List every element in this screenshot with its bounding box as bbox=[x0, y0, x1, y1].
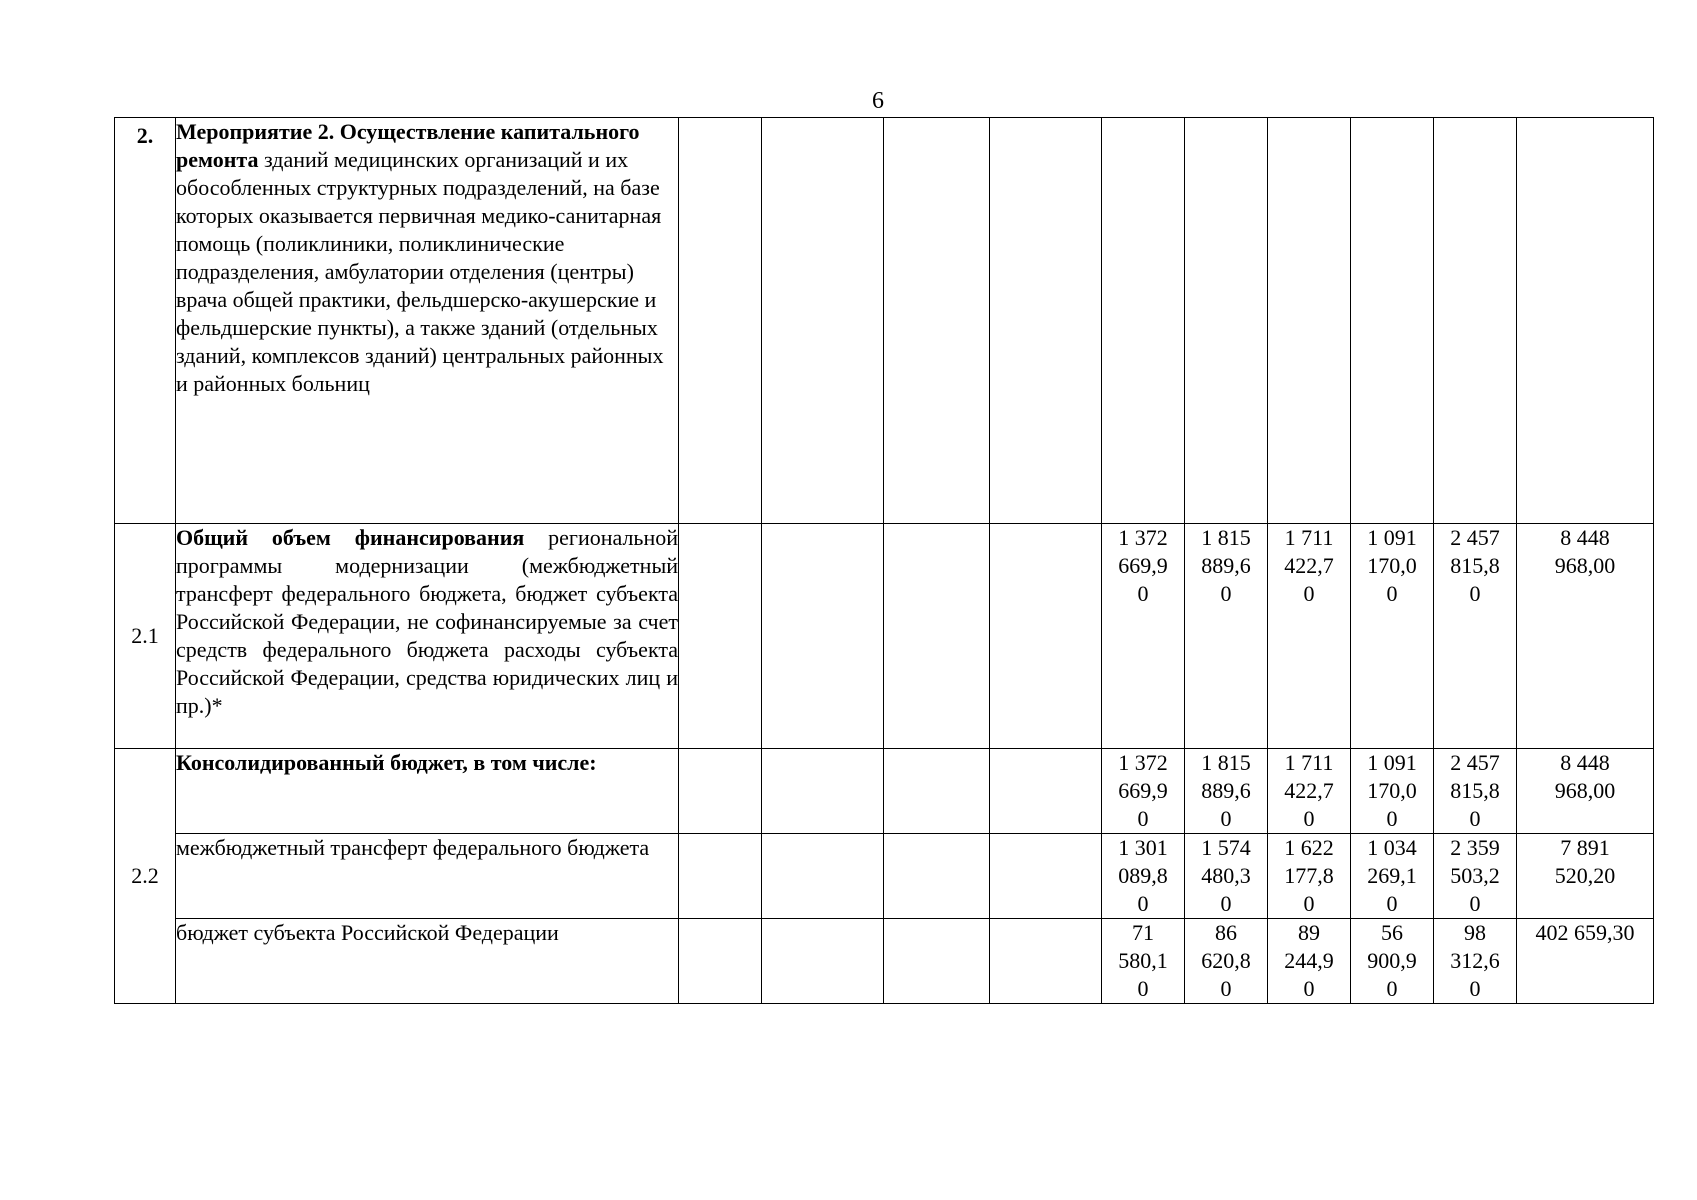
value-line: 422,7 bbox=[1284, 778, 1334, 803]
value-cell bbox=[1434, 749, 1517, 834]
empty-cell bbox=[884, 749, 990, 834]
page-number: 6 bbox=[872, 88, 884, 114]
value-cell bbox=[1434, 834, 1517, 919]
description-text: зданий медицинских организаций и их обособленных структурных подразделений, на базе которых оказывается первичная медико-санитарная помощь (поликлиники, поликлинические подразделения, амбулатории отделения (центры) врача общей практики, фельдшерско-акушерские и фельдшерские пункты), а также зданий (отдельных зданий, комплексов зданий) центральных районных и районных больниц bbox=[176, 147, 664, 396]
empty-cell bbox=[679, 919, 762, 1004]
description-bold: Общий объем финансирования bbox=[176, 525, 525, 550]
value-line: 0 bbox=[1469, 581, 1481, 606]
value-line: 86 bbox=[1215, 920, 1237, 945]
value-line: 8 448 bbox=[1560, 750, 1610, 775]
value-line: 170,0 bbox=[1367, 778, 1417, 803]
value-line: 669,9 bbox=[1118, 778, 1168, 803]
value-line: 2 359 bbox=[1450, 835, 1500, 860]
value-line: 520,20 bbox=[1554, 863, 1616, 888]
value-line: 089,8 bbox=[1118, 863, 1168, 888]
value-line: 2 457 bbox=[1450, 750, 1500, 775]
value-line: 503,2 bbox=[1450, 863, 1500, 888]
empty-cell bbox=[1185, 118, 1268, 524]
value-line: 580,1 bbox=[1118, 948, 1168, 973]
value-line: 968,00 bbox=[1554, 778, 1616, 803]
value-line: 480,3 bbox=[1201, 863, 1251, 888]
value-line: 1 815 bbox=[1201, 750, 1251, 775]
value-line: 0 bbox=[1386, 806, 1398, 831]
value-line: 1 622 bbox=[1284, 835, 1334, 860]
total-cell bbox=[1517, 919, 1654, 1004]
value-cell bbox=[1268, 749, 1351, 834]
empty-cell bbox=[990, 919, 1102, 1004]
value-line: 0 bbox=[1469, 976, 1481, 1001]
empty-cell bbox=[762, 919, 884, 1004]
value-cell bbox=[1102, 834, 1185, 919]
value-line: 177,8 bbox=[1284, 863, 1334, 888]
empty-cell bbox=[1102, 118, 1185, 524]
empty-cell bbox=[884, 118, 990, 524]
value-cell bbox=[1434, 919, 1517, 1004]
description-bold: Консолидированный бюджет, в том числе: bbox=[176, 750, 597, 775]
value-cell bbox=[1351, 524, 1434, 749]
value-line: 56 bbox=[1381, 920, 1403, 945]
value-line: 889,6 bbox=[1201, 553, 1251, 578]
table-row bbox=[115, 524, 1654, 749]
value-line: 0 bbox=[1220, 891, 1232, 916]
empty-cell bbox=[1351, 118, 1434, 524]
value-line: 0 bbox=[1469, 806, 1481, 831]
value-line: 968,00 bbox=[1554, 553, 1616, 578]
value-line: 98 bbox=[1464, 920, 1486, 945]
empty-cell bbox=[762, 118, 884, 524]
empty-cell bbox=[1434, 118, 1517, 524]
value-line: 1 034 bbox=[1367, 835, 1417, 860]
value-line: 170,0 bbox=[1367, 553, 1417, 578]
value-cell bbox=[1268, 919, 1351, 1004]
empty-cell bbox=[679, 524, 762, 749]
value-cell bbox=[1185, 524, 1268, 749]
value-cell bbox=[1102, 919, 1185, 1004]
empty-cell bbox=[762, 749, 884, 834]
empty-cell bbox=[990, 749, 1102, 834]
empty-cell bbox=[990, 834, 1102, 919]
value-line: 0 bbox=[1303, 806, 1315, 831]
value-line: 71 bbox=[1132, 920, 1154, 945]
value-cell bbox=[1351, 834, 1434, 919]
value-line: 1 574 bbox=[1201, 835, 1251, 860]
value-line: 0 bbox=[1386, 976, 1398, 1001]
table-row bbox=[115, 834, 1654, 919]
description-bold: Мероприятие 2. Осуществление капитального ремонта bbox=[176, 119, 640, 172]
value-line: 1 091 bbox=[1367, 750, 1417, 775]
value-line: 620,8 bbox=[1201, 948, 1251, 973]
value-line: 0 bbox=[1303, 581, 1315, 606]
empty-cell bbox=[679, 834, 762, 919]
empty-cell bbox=[884, 919, 990, 1004]
value-line: 0 bbox=[1137, 581, 1149, 606]
value-line: 312,6 bbox=[1450, 948, 1500, 973]
value-line: 815,8 bbox=[1450, 553, 1500, 578]
empty-cell bbox=[884, 834, 990, 919]
row-number: 2. bbox=[115, 118, 176, 524]
empty-cell bbox=[884, 524, 990, 749]
value-line: 2 457 bbox=[1450, 525, 1500, 550]
value-line: 1 711 bbox=[1284, 750, 1334, 775]
row-description: межбюджетный трансферт федерального бюджета bbox=[176, 834, 679, 919]
row-description bbox=[176, 118, 679, 524]
empty-cell bbox=[679, 749, 762, 834]
value-cell bbox=[1268, 524, 1351, 749]
value-cell bbox=[1102, 524, 1185, 749]
value-line: 1 372 bbox=[1118, 525, 1168, 550]
value-line: 0 bbox=[1386, 581, 1398, 606]
value-line: 0 bbox=[1137, 976, 1149, 1001]
table-row bbox=[115, 118, 1654, 524]
total-cell bbox=[1517, 834, 1654, 919]
value-line: 0 bbox=[1220, 976, 1232, 1001]
row-description bbox=[176, 749, 679, 834]
value-cell bbox=[1351, 749, 1434, 834]
value-line: 422,7 bbox=[1284, 553, 1334, 578]
value-line: 1 815 bbox=[1201, 525, 1251, 550]
row-description bbox=[176, 524, 679, 749]
value-cell bbox=[1185, 749, 1268, 834]
value-line: 89 bbox=[1298, 920, 1320, 945]
value-line: 1 091 bbox=[1367, 525, 1417, 550]
empty-cell bbox=[990, 118, 1102, 524]
value-line: 0 bbox=[1137, 806, 1149, 831]
value-line: 0 bbox=[1469, 891, 1481, 916]
value-line: 669,9 bbox=[1118, 553, 1168, 578]
empty-cell bbox=[679, 118, 762, 524]
value-line: 1 301 bbox=[1118, 835, 1168, 860]
value-line: 402 659,30 bbox=[1535, 920, 1635, 945]
value-cell bbox=[1185, 919, 1268, 1004]
empty-cell bbox=[1517, 118, 1654, 524]
empty-cell bbox=[1268, 118, 1351, 524]
value-line: 900,9 bbox=[1367, 948, 1417, 973]
value-line: 889,6 bbox=[1201, 778, 1251, 803]
value-cell bbox=[1351, 919, 1434, 1004]
empty-cell bbox=[762, 524, 884, 749]
value-line: 0 bbox=[1303, 976, 1315, 1001]
value-line: 0 bbox=[1220, 581, 1232, 606]
empty-cell bbox=[990, 524, 1102, 749]
value-line: 7 891 bbox=[1560, 835, 1610, 860]
empty-cell bbox=[762, 834, 884, 919]
value-line: 815,8 bbox=[1450, 778, 1500, 803]
value-line: 0 bbox=[1137, 891, 1149, 916]
total-cell bbox=[1517, 524, 1654, 749]
value-line: 0 bbox=[1220, 806, 1232, 831]
description-text: региональной программы модернизации (межбюджетный трансферт федерального бюджета, бюджет субъекта Российской Федерации, не софинансируемые за счет средств федерального бюджета расходы субъекта Российской Федерации, средства юридических лиц и пр.)* bbox=[176, 525, 679, 718]
value-line: 1 711 bbox=[1284, 525, 1334, 550]
row-number: 2.1 bbox=[115, 524, 176, 749]
value-line: 244,9 bbox=[1284, 948, 1334, 973]
total-cell bbox=[1517, 749, 1654, 834]
row-number: 2.2 bbox=[115, 749, 176, 1004]
value-line: 8 448 bbox=[1560, 525, 1610, 550]
program-table bbox=[114, 117, 1654, 1004]
value-cell bbox=[1434, 524, 1517, 749]
value-line: 0 bbox=[1303, 891, 1315, 916]
value-cell bbox=[1185, 834, 1268, 919]
value-line: 1 372 bbox=[1118, 750, 1168, 775]
value-line: 0 bbox=[1386, 891, 1398, 916]
table-row bbox=[115, 749, 1654, 834]
row-description: бюджет субъекта Российской Федерации bbox=[176, 919, 679, 1004]
value-cell bbox=[1102, 749, 1185, 834]
value-line: 269,1 bbox=[1367, 863, 1417, 888]
value-cell bbox=[1268, 834, 1351, 919]
table-row bbox=[115, 919, 1654, 1004]
